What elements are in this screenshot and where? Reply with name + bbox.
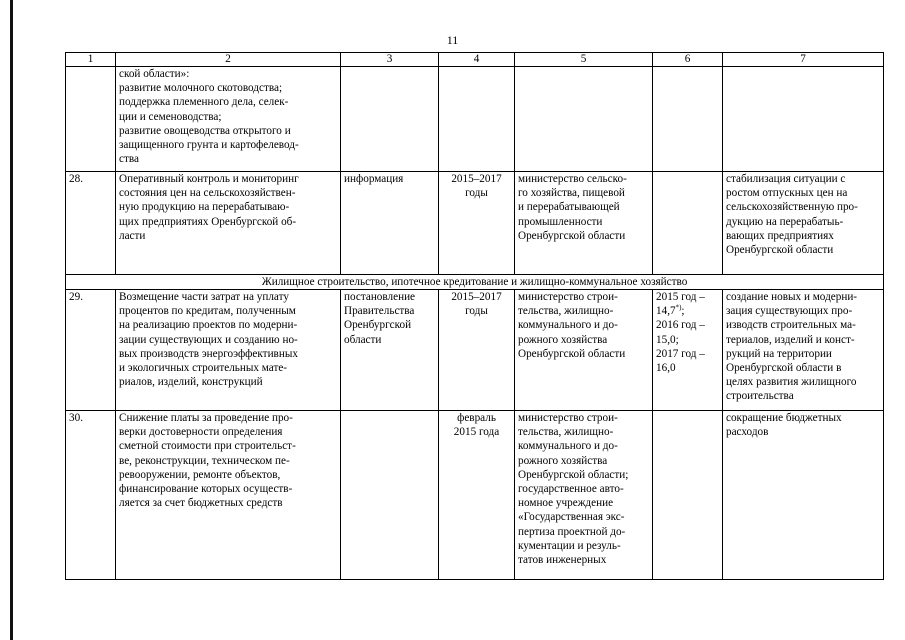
text-line: Оперативный контроль и мониторинг bbox=[119, 173, 299, 185]
text-line: щих предприятиях Оренбургской об- bbox=[119, 215, 297, 228]
text-line: ве, реконструкции, техническом пе- bbox=[119, 454, 290, 467]
text-line: состояния цен на сельскохозяйствен- bbox=[119, 187, 296, 200]
section-heading: Жилищное строительство, ипотечное кредитование и жилищно-коммунальное хозяйство bbox=[66, 275, 884, 290]
text-line: ляется за счет бюджетных средств bbox=[119, 497, 283, 510]
text-line: верки достоверности определения bbox=[119, 426, 283, 439]
text-line: коммунального и до- bbox=[518, 440, 618, 453]
text-line: ную продукцию на перерабатываю- bbox=[119, 201, 290, 214]
measure-cell bbox=[116, 411, 341, 580]
result-cell bbox=[723, 411, 884, 580]
period-cell bbox=[439, 67, 515, 172]
text-line: 2015 года bbox=[453, 426, 500, 439]
row-number: 28. bbox=[66, 172, 116, 275]
text-line: рожного хозяйства bbox=[518, 454, 608, 467]
text-line: целях развития жилищного bbox=[726, 376, 857, 389]
document-type-cell bbox=[341, 67, 439, 172]
column-header: 5 bbox=[515, 53, 653, 67]
period-cell bbox=[439, 290, 515, 411]
measure-cell bbox=[116, 172, 341, 275]
table-row bbox=[66, 172, 884, 275]
text-line: зация существующих про- bbox=[726, 305, 853, 318]
text-line: министерство строи- bbox=[518, 412, 618, 424]
text-line: расходов bbox=[726, 426, 769, 439]
text-line: стабилизация ситуации с bbox=[726, 173, 846, 185]
text-line: ства bbox=[119, 153, 139, 166]
column-header: 2 bbox=[116, 53, 341, 67]
funding-cell bbox=[653, 411, 723, 580]
result-cell bbox=[723, 67, 884, 172]
footnote-mark: *) bbox=[675, 303, 682, 312]
table-row bbox=[66, 411, 884, 580]
column-header: 1 bbox=[66, 53, 116, 67]
text-line: пертиза проектной до- bbox=[518, 525, 626, 538]
text-line: Правительства bbox=[344, 305, 415, 318]
text-line: Оренбургской области bbox=[518, 347, 626, 360]
text-line: татов инженерных bbox=[518, 554, 607, 567]
text-line: постановление bbox=[344, 291, 416, 303]
text-line: вых производств энергоэффективных bbox=[119, 347, 298, 360]
result-cell bbox=[723, 172, 884, 275]
executor-cell bbox=[515, 411, 653, 580]
scan-edge-bar bbox=[10, 0, 13, 640]
text-line: риалов, изделий, конструкций bbox=[119, 376, 263, 389]
executor-cell bbox=[515, 290, 653, 411]
text-line: ростом отпускных цен на bbox=[726, 187, 848, 200]
text-line: го хозяйства, пищевой bbox=[518, 187, 625, 200]
text-line: Оренбургской области bbox=[726, 244, 834, 257]
text-line: рожного хозяйства bbox=[518, 333, 608, 346]
text-line: коммунального и до- bbox=[518, 319, 618, 332]
document-type-cell bbox=[341, 172, 439, 275]
text-line: на реализацию проектов по модерни- bbox=[119, 319, 298, 332]
text-line: сметной стоимости при строительст- bbox=[119, 440, 296, 453]
text-line: ской области»: bbox=[119, 68, 190, 80]
funding-cell bbox=[653, 172, 723, 275]
page-number: 11 bbox=[446, 33, 459, 47]
text-line: 16,0 bbox=[656, 362, 676, 375]
text-line: тельства, жилищно- bbox=[518, 305, 614, 318]
text-line: номное учреждение bbox=[518, 497, 614, 510]
document-type-cell bbox=[341, 411, 439, 580]
text-line: финансирование которых осуществ- bbox=[119, 483, 293, 496]
section-heading-row bbox=[66, 275, 884, 290]
column-header: 3 bbox=[341, 53, 439, 67]
column-header-row bbox=[66, 53, 884, 67]
text-line: и перерабатывающей bbox=[518, 201, 620, 214]
document-type-cell bbox=[341, 290, 439, 411]
text-line: ласти bbox=[119, 229, 146, 242]
text-line: министерство сельско- bbox=[518, 173, 627, 185]
text-line: 2016 год – bbox=[656, 319, 705, 332]
text-line: и экологичных строительных мате- bbox=[119, 362, 288, 375]
text-line: строительства bbox=[726, 390, 794, 403]
text-line: рукций на территории bbox=[726, 347, 832, 360]
text-line: зации существующих и созданию но- bbox=[119, 333, 298, 346]
text-line: министерство строи- bbox=[518, 291, 618, 303]
column-header: 4 bbox=[439, 53, 515, 67]
measure-cell bbox=[116, 67, 341, 172]
text-line: 2017 год – bbox=[656, 347, 705, 360]
column-header: 6 bbox=[653, 53, 723, 67]
text-line: защищенного грунта и картофелевод- bbox=[119, 139, 299, 152]
text-line: годы bbox=[465, 305, 488, 318]
text-line: государственное авто- bbox=[518, 483, 624, 496]
text-line: создание новых и модерни- bbox=[726, 291, 858, 303]
measures-table bbox=[65, 52, 884, 580]
executor-cell bbox=[515, 172, 653, 275]
text-line: Оренбургской области bbox=[518, 229, 626, 242]
result-cell bbox=[723, 290, 884, 411]
text-line: Оренбургской области в bbox=[726, 362, 842, 375]
table-row bbox=[66, 290, 884, 411]
row-number: 30. bbox=[66, 411, 116, 580]
text-line: промышленности bbox=[518, 215, 603, 228]
row-number: 29. bbox=[66, 290, 116, 411]
text-line: информация bbox=[344, 173, 404, 185]
text-line: тельства, жилищно- bbox=[518, 426, 614, 439]
text-line: февраль bbox=[457, 412, 496, 424]
text-line: 15,0; bbox=[656, 333, 679, 346]
text-line: изводств строительных ма- bbox=[726, 319, 856, 332]
text-line: териалов, изделий и конст- bbox=[726, 333, 855, 346]
column-header: 7 bbox=[723, 53, 884, 67]
text-line: ции и семеноводства; bbox=[119, 110, 222, 123]
text-line: 2015 год – bbox=[656, 291, 705, 303]
text-line: 14,7*); bbox=[656, 303, 685, 318]
text-line: дукцию на перерабатыь- bbox=[726, 215, 844, 228]
period-cell bbox=[439, 172, 515, 275]
funding-cell bbox=[653, 67, 723, 172]
text-line: развитие молочного скотоводства; bbox=[119, 82, 283, 95]
text-line: области bbox=[344, 333, 382, 346]
text-line: сокращение бюджетных bbox=[726, 412, 842, 424]
text-line: поддержка племенного дела, селек- bbox=[119, 96, 289, 109]
text-line: 2015–2017 bbox=[451, 173, 502, 185]
measure-cell bbox=[116, 290, 341, 411]
table-row bbox=[66, 67, 884, 172]
executor-cell bbox=[515, 67, 653, 172]
text-line: 2015–2017 bbox=[451, 291, 502, 303]
text-line: развитие овощеводства открытого и bbox=[119, 124, 291, 137]
text-line: процентов по кредитам, полученным bbox=[119, 305, 296, 318]
text-line: вающих предприятиях bbox=[726, 229, 834, 242]
period-cell bbox=[439, 411, 515, 580]
text-line: Оренбургской bbox=[344, 319, 412, 332]
row-number bbox=[66, 67, 116, 172]
text-line: «Государственная экс- bbox=[518, 511, 625, 524]
text-line: Снижение платы за проведение про- bbox=[119, 412, 293, 424]
text-line: Оренбургской области; bbox=[518, 468, 629, 481]
funding-cell bbox=[653, 290, 723, 411]
text-line: ревооружении, ремонте объектов, bbox=[119, 468, 281, 481]
text-line: сельскохозяйственную про- bbox=[726, 201, 858, 214]
text-line: кументации и резуль- bbox=[518, 539, 621, 552]
text-line: Возмещение части затрат на уплату bbox=[119, 291, 289, 303]
text-line: годы bbox=[465, 187, 488, 200]
